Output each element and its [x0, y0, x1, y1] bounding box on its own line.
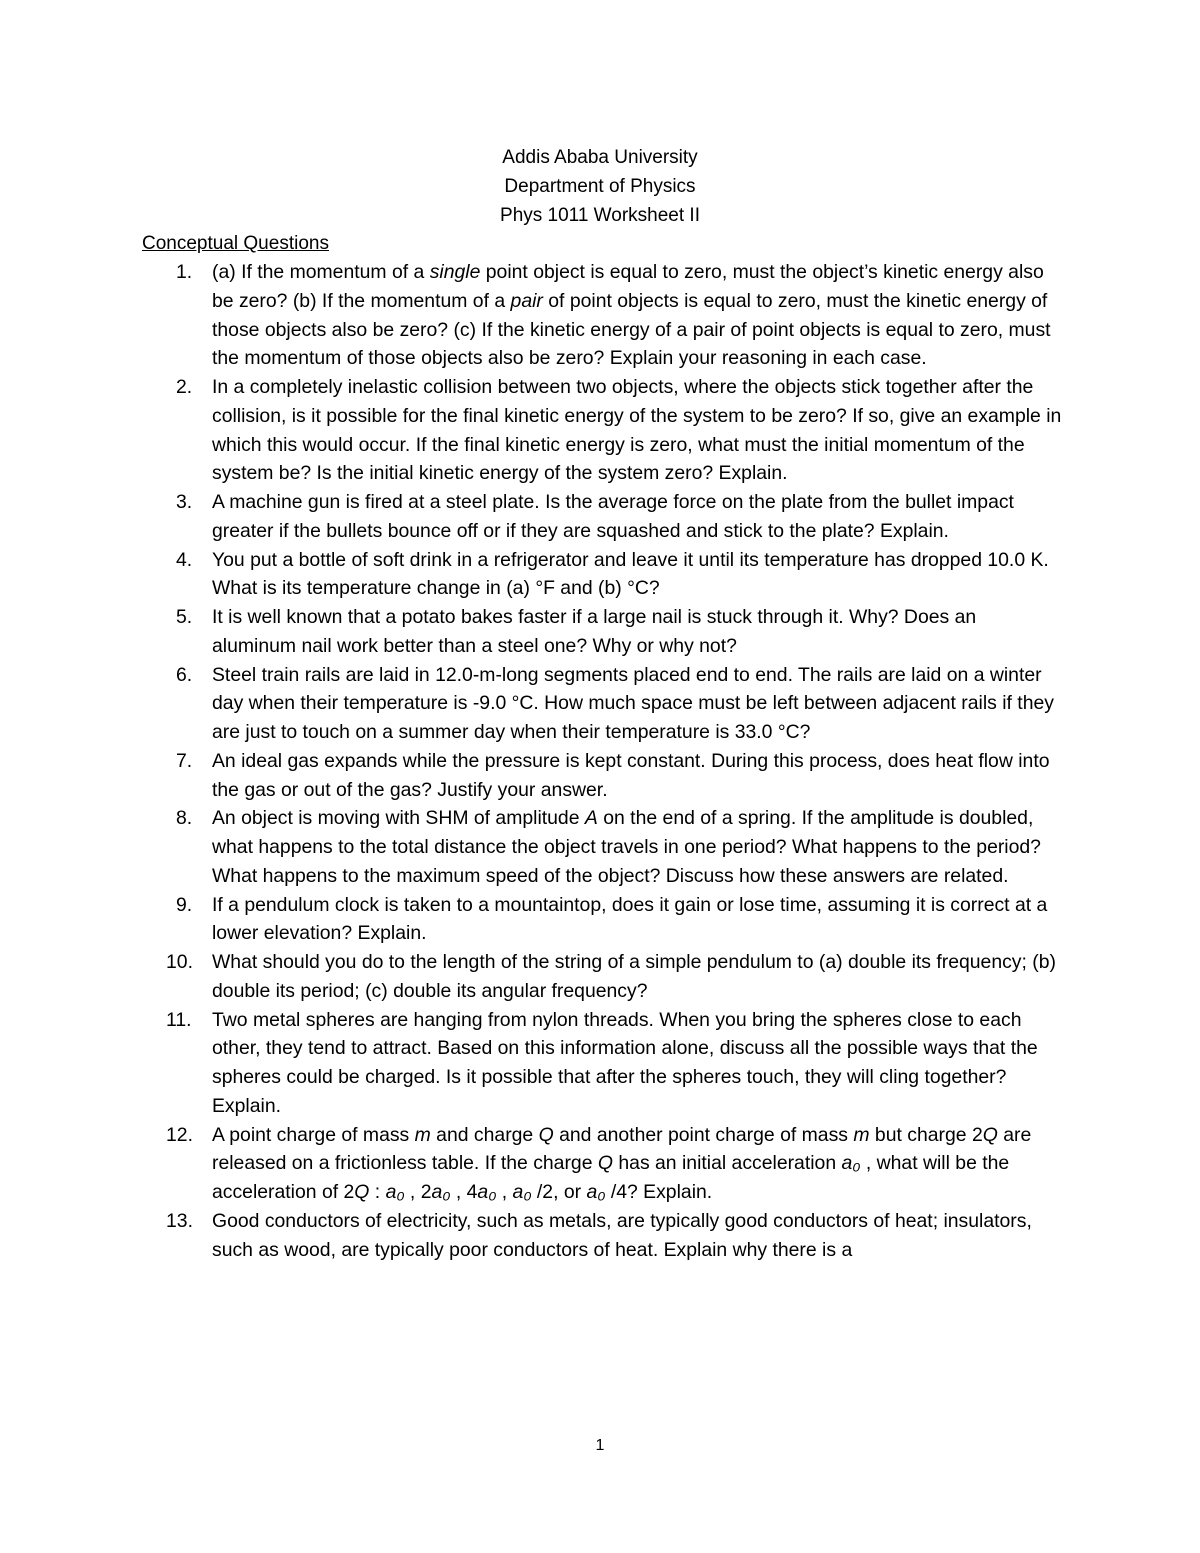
question-number: 13. [166, 1209, 193, 1232]
question-text-run: , what will be the acceleration of 2 [212, 1152, 1010, 1203]
question-text-run: point object is equal to zero, must the object’s kinetic energy also be zero? (b) If the momentum of a [212, 261, 1044, 312]
question-text-italic: a₀ [477, 1181, 497, 1203]
question-item [142, 546, 1062, 604]
question-text [212, 1210, 1032, 1261]
question-text-run: A machine gun is fired at a steel plate. Is the average force on the plate from the bullet impact greater if the bullets bounce off or if they are squashed and stick to the plate? Explain. [212, 491, 1014, 542]
question-text [212, 894, 1047, 945]
document-header [0, 143, 1200, 230]
question-text-italic: a₀ [586, 1181, 606, 1203]
question-text [212, 549, 1049, 600]
question-number: 8. [176, 807, 193, 830]
question-text-italic: a₀ [431, 1181, 451, 1203]
question-text-run: Steel train rails are laid in 12.0-m-long segments placed end to end. The rails are laid on a winter day when their temperature is -9.0 °C. How much space must be left between adjacent rails if they are just to touch on a summer day when their temperature is 33.0 °C? [212, 663, 1054, 743]
question-text-run: but charge 2 [869, 1123, 983, 1146]
question-item [142, 661, 1062, 747]
question-item [142, 488, 1062, 546]
question-text-italic: m [414, 1123, 431, 1146]
question-text-run: , 4 [450, 1181, 478, 1203]
question-text [212, 1009, 1038, 1117]
university-name: Addis Ababa University [502, 147, 698, 168]
question-text-run: /4? Explain. [605, 1181, 713, 1203]
question-text-run: has an initial acceleration [612, 1152, 842, 1175]
question-number: 1. [176, 261, 193, 283]
page-number: 1 [595, 1437, 605, 1454]
question-text-run: and another point charge of mass [553, 1123, 854, 1146]
question-number: 10. [166, 951, 193, 973]
question-text-italic: a₀ [841, 1152, 861, 1175]
question-text-italic: m [853, 1123, 870, 1146]
question-text [212, 664, 1054, 744]
question-number: 12. [166, 1123, 193, 1146]
question-text [212, 261, 1051, 369]
question-item [142, 603, 1062, 661]
question-text-run: Good conductors of electricity, such as metals, are typically good conductors of heat; insulators, such as wood, are typically poor conductors of heat. Explain why there is a [212, 1209, 1032, 1261]
question-text-italic: a₀ [385, 1181, 405, 1203]
question-text-italic: Q [354, 1181, 370, 1203]
question-item [142, 948, 1062, 1006]
question-text-italic: single [429, 261, 481, 283]
question-number: 4. [176, 548, 193, 571]
question-text-run: are released on a frictionless table. If the charge [212, 1123, 1032, 1175]
question-text-italic: Q [982, 1123, 998, 1146]
question-item [142, 804, 1062, 890]
question-number: 7. [176, 749, 193, 772]
question-text [212, 376, 1061, 484]
question-text-run: /2, or [531, 1181, 587, 1203]
question-text-run: It is well known that a potato bakes faster if a large nail is stuck through it. Why? Does an aluminum nail work better than a steel one? Why or why not? [212, 606, 977, 657]
question-text [212, 1124, 1031, 1204]
question-text-run: You put a bottle of soft drink in a refrigerator and leave it until its temperature has dropped 10.0 K. What is its temperature change in (a) °F and (b) °C? [212, 548, 1049, 600]
question-text [212, 606, 976, 657]
question-number: 6. [176, 663, 193, 686]
question-text-run: If a pendulum clock is taken to a mountaintop, does it gain or lose time, assuming it is correct at a lower elevation? Explain. [212, 893, 1048, 945]
question-item [142, 1121, 1062, 1207]
question-number: 5. [176, 606, 193, 628]
question-text-run: In a completely inelastic collision between two objects, where the objects stick together after the collision, is it possible for the final kinetic energy of the system to be zero? If so, give an example in which this would occur. If the final kinetic energy is zero, what must the initial momentum of the system be? Is the initial kinetic energy of the system zero? Explain. [212, 376, 1062, 485]
question-text [212, 491, 1014, 542]
question-text-run: Two metal spheres are hanging from nylon threads. When you bring the spheres close to each other, they tend to attract. Based on this information alone, discuss all the possible ways that the spheres could be charged. Is it possible that after the spheres touch, they will cling together? Explain. [212, 1008, 1038, 1117]
question-text [212, 807, 1041, 887]
worksheet-title: Phys 1011 Worksheet II [500, 205, 700, 226]
question-text-run: and charge [430, 1123, 539, 1146]
question-text-run: (a) If the momentum of a [212, 261, 430, 283]
question-text-run: , [496, 1181, 513, 1203]
question-item [142, 373, 1062, 488]
question-item [142, 747, 1062, 805]
question-text-italic: a₀ [512, 1181, 532, 1203]
question-text-run: : [369, 1181, 386, 1203]
question-text-italic: Q [597, 1152, 613, 1175]
question-item [142, 891, 1062, 949]
question-number: 9. [176, 893, 193, 916]
section-heading: Conceptual Questions [142, 233, 329, 254]
question-text [212, 750, 1050, 801]
question-text-italic: A [584, 807, 598, 830]
question-list [142, 258, 1062, 1264]
question-text [212, 951, 1056, 1002]
question-item [142, 258, 1062, 373]
question-text-run: An ideal gas expands while the pressure is kept constant. During this process, does heat flow into the gas or out of the gas? Justify your answer. [212, 749, 1050, 801]
question-text-run: An object is moving with SHM of amplitude [212, 807, 585, 830]
question-text-italic: pair [510, 289, 543, 312]
question-text-run: of point objects is equal to zero, must the kinetic energy of those objects also be zero? (c) If the kinetic energy of a pair of point objects is equal to zero, must the momentum of those objects also be zero? Explain your reasoning in each case. [212, 289, 1051, 370]
question-text-run: on the end of a spring. If the amplitude is doubled, what happens to the total distance the object travels in one period? What happens to the period? What happens to the maximum speed of the object? Discuss how these answers are related. [212, 807, 1041, 887]
question-item [142, 1006, 1062, 1121]
question-text-italic: Q [538, 1123, 554, 1146]
question-number: 11. [166, 1008, 192, 1031]
question-text-run: A point charge of mass [212, 1123, 415, 1146]
question-text-run: What should you do to the length of the string of a simple pendulum to (a) double its frequency; (b) double its period; (c) double its angular frequency? [212, 951, 1056, 1002]
department-name: Department of Physics [504, 176, 696, 197]
question-text-run: , 2 [404, 1181, 432, 1203]
question-number: 2. [176, 376, 193, 398]
question-number: 3. [176, 491, 193, 513]
question-item [142, 1207, 1062, 1265]
